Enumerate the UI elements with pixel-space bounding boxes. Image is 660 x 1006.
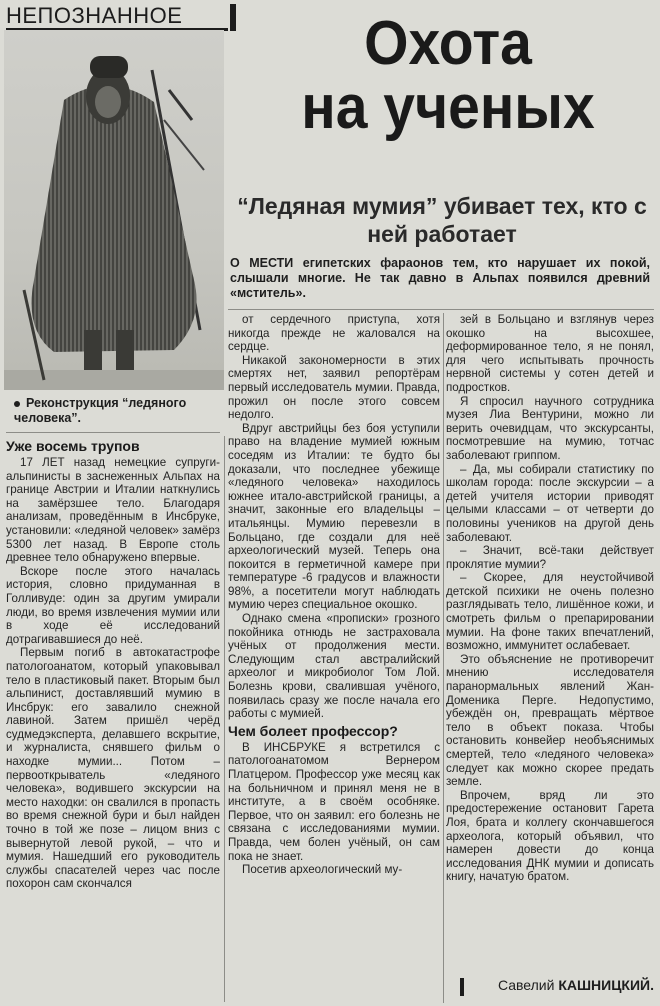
lead-paragraph: О МЕСТИ египетских фараонов тем, кто нарушает их покой, слышали многие. Не так давно в Альпах появился древний «мститель». [230, 256, 650, 300]
paragraph: – Да, мы собирали статистику по школам города: после экскурсии – а детей учителя истории приводят целыми классами – от четверти до половины учеников на другой день заболевают. [446, 462, 654, 544]
paragraph: от сердечного приступа, хотя никогда прежде не жаловался на сердце. [228, 313, 440, 354]
article-column-1 [6, 436, 220, 1004]
paragraph: 17 ЛЕТ назад немецкие супруги-альпинисты в заснеженных Альпах на границе Австрии и Италии наткнулись на замёрзшее тело. Благодаря анализам, проведённым в Инсбруке, установили: «ледяной человек» замёрз 5300 лет назад. В Европе столь древнее тело обнаружено впервые. [6, 456, 220, 565]
column-divider [224, 436, 225, 1002]
paragraph: Вдруг австрийцы без боя уступили право на владение мумией южным соседям из Италии: те будто бы доказали, что последнее убежище «ледяного человека» находилось южнее итало-австрийской границы, а значит, законные его владельцы – итальянцы. Мумию перевезли в Больцано, где создали для неё археологический музей. Теперь она покоится в герметичной камере при температуре -6 градусов и влажности 98%, а посетители могут наблюдать мумию через специальное окошко. [228, 421, 440, 612]
divider [6, 432, 220, 433]
article-column-3 [446, 313, 654, 953]
bullet-icon [14, 401, 20, 407]
subheadline: “Ледяная мумия” убивает тех, кто с ней работает [237, 193, 647, 247]
paragraph: В ИНСБРУКЕ я встретился с патологоанатомом Вернером Платцером. Профессор уже месяц как на больничном и принял меня не в институте, а в своём особняке. Первое, что он заявил: его болезнь не связана с исследованиями мумии. Правда, чем болен учёный, он сам пока не знает. [228, 740, 440, 863]
paragraph: Это объяснение не противоречит мнению исследователя паранормальных явлений Жан-Доменика Перге. Недопустимо, убеждён он, превращать мёртвое тело в объект показа. Чтобы остановить конвейер необъяснимых смертей, тело «ледяного человека» следует как можно скорее предать земле. [446, 652, 654, 789]
rubric-bar [230, 4, 236, 31]
author-signature [470, 976, 654, 994]
paragraph: Посетив археологический му- [242, 863, 403, 877]
author-first-name: Савелий [497, 977, 555, 993]
paragraph: Однако смена «прописки» грозного покойника отнюдь не застраховала учёных от продолжения мести. Следующим стал австралийский археолог и микробиолог Том Лой. Болезнь крови, свалившая учёного, появилась сразу же после начала его работы с мумией. [228, 612, 440, 721]
paragraph: – Значит, всё-таки действует проклятие мумии? [446, 544, 654, 571]
headline-line-1: Охота [364, 9, 532, 78]
article-column-2 [228, 313, 440, 1006]
paragraph: Впрочем, вряд ли это предостережение остановит Гарета Лоя, брата и коллегу скончавшегося археолога, который объявил, что намерен довести до конца исследования ДНК мумии и дописать книгу, начатую братом. [446, 788, 654, 884]
section-heading: Чем болеет профессор? [228, 722, 398, 739]
paragraph: Первым погиб в автокатастрофе патологоанатом, который упаковывал тело в пластиковый пакет. Вторым был альпинист, доставлявший мумию в Инсбрук: его завалило снежной лавиной. Затем пришёл черёд судмедэксперта, делавшего вскрытие, и журналиста, снявшего фильм о находке мумии... Потом – первооткрыватель «ледяного человека», водившего экскурсии на место находки: он свалился в пропасть во время снежной бури и был найден точно в той же позе – лицом вниз с вывернутой левой рукой, – что и мумия. Нашедший его руководитель службы спасателей через час после похорон сам скончался [6, 646, 220, 891]
paragraph: Вскоре после этого началась история, словно придуманная в Голливуде: один за другим умирали люди, во время извлечения мумии или в ходе её исследований дотрагивавшиеся до неё. [6, 564, 220, 646]
paragraph: зей в Больцано и взглянув через окошко на высохшее, деформированное тело, я не понял, для чего испытывать прочность нервной системы у сотен детей и подростков. [446, 313, 654, 394]
author-last-name: КАШНИЦКИЙ. [558, 977, 654, 993]
paragraph: Никакой закономерности в этих смертях нет, заявил репортёрам первый исследователь мумии. Правда, прожил он после этого совсем недолго. [228, 353, 440, 422]
paragraph: Я спросил научного сотрудника музея Лиа Вентурини, можно ли верить очевидцам, что экскурсанты, посмотревшие на мумию, тотчас заболевают гриппом. [446, 394, 654, 462]
photo-caption [14, 396, 220, 426]
signature-bar [460, 978, 464, 996]
divider [228, 309, 654, 310]
column-divider [443, 313, 444, 1003]
section-heading: Уже восемь трупов [6, 438, 140, 454]
photo-ice-man-reconstruction [4, 30, 224, 390]
rubric-label: НЕПОЗНАННОЕ [6, 4, 228, 31]
paragraph: – Скорее, для неустойчивой детской психики не очень полезно разглядывать тело, лишённое кожи, и смотреть фильм о препарировании мумии. На фоне таких впечатлений, возможно, иммунитет ослабевает. [446, 571, 654, 653]
ice-man-figure-icon [4, 30, 224, 390]
headline [277, 9, 619, 142]
headline-line-2: на ученых [301, 73, 595, 142]
caption-text: Реконструкция “ледяного человека”. [14, 396, 187, 425]
